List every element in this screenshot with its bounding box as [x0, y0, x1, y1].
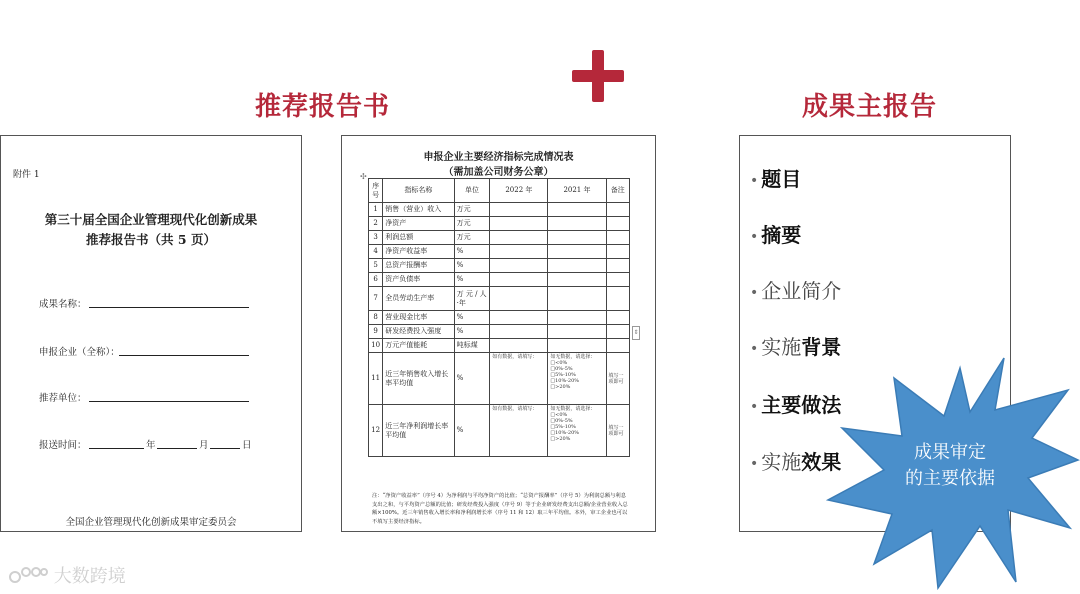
starburst-line1: 成果审定 — [914, 442, 986, 463]
indicator-name: 销售（营业）收入 — [383, 203, 454, 217]
choice-option: □<0% — [550, 360, 568, 366]
indicator-name: 全员劳动生产率 — [383, 287, 454, 311]
choice-option: □>20% — [550, 384, 571, 390]
field-line — [157, 448, 197, 449]
row-number: 7 — [369, 287, 383, 311]
table-row — [369, 203, 630, 217]
row-number: 12 — [369, 405, 383, 457]
header-cell: 单位 — [454, 179, 490, 203]
outline-item-main-practices: • 主要做法 — [750, 393, 842, 417]
row-number: 6 — [369, 273, 383, 287]
table-title: 申报企业主要经济指标完成情况表 — [423, 152, 574, 163]
indicator-unit: % — [454, 259, 490, 273]
table-header-row — [369, 179, 630, 203]
row-number: 9 — [369, 325, 383, 339]
row-number: 10 — [369, 339, 383, 353]
choice-option: □5%-10% — [550, 424, 576, 430]
table-row — [369, 231, 630, 245]
indicator-unit: 万 元 / 人·年 — [454, 287, 490, 311]
row-number: 11 — [369, 353, 383, 405]
indicator-unit: % — [454, 311, 490, 325]
doc-title-line2: 推荐报告书（共 5 页） — [86, 232, 216, 247]
indicator-unit: % — [454, 245, 490, 259]
header-cell: 备注 — [606, 179, 629, 203]
indicator-name: 研发经费投入强度 — [383, 325, 454, 339]
outline-item-company-profile: • 企业简介 — [750, 279, 842, 303]
choice-option: □>20% — [550, 436, 571, 442]
indicator-name: 利润总额 — [383, 231, 454, 245]
table-row — [369, 405, 630, 457]
field-label-company: 申报企业（全称）： — [39, 347, 120, 358]
indicator-unit: 万元 — [454, 217, 490, 231]
row-number: 1 — [369, 203, 383, 217]
field-line — [210, 448, 240, 449]
year-unit: 年 — [146, 440, 156, 451]
outline-item-abstract: • 摘要 — [750, 223, 802, 247]
issuer-footer: 全国企业管理现代化创新成果审定委员会 — [65, 517, 237, 528]
day-unit: 日 — [242, 440, 252, 451]
indicator-name: 近三年净利润增长率平均值 — [383, 405, 454, 457]
row-number: 8 — [369, 311, 383, 325]
doc-title-line1: 第三十届全国企业管理现代化创新成果 — [44, 212, 258, 227]
indicator-unit: 吨标煤 — [454, 339, 490, 353]
choice-hint: 如无数据，请选择： — [550, 406, 596, 412]
fill-hint: 如有数据，请填写： — [492, 354, 538, 360]
outline-item-background: • 实施背景 — [750, 335, 842, 359]
header-cell: 2022 年 — [490, 179, 548, 203]
table-row — [369, 287, 630, 311]
row-number: 5 — [369, 259, 383, 273]
indicator-name: 净资产 — [383, 217, 454, 231]
table-subtitle: （需加盖公司财务公章） — [443, 167, 554, 178]
heading-main-report: 成果主报告 — [802, 92, 938, 122]
recommendation-report-page — [0, 135, 302, 532]
table-row — [369, 245, 630, 259]
field-line — [89, 448, 144, 449]
header-cell: 2021 年 — [548, 179, 606, 203]
table-row — [369, 217, 630, 231]
month-unit: 月 — [199, 440, 209, 451]
indicator-name: 净资产收益率 — [383, 245, 454, 259]
indicators-table — [368, 178, 630, 457]
indicator-name: 总资产报酬率 — [383, 259, 454, 273]
choice-hint: 如无数据，请选择： — [550, 354, 596, 360]
fill-hint: 如有数据，请填写： — [492, 406, 538, 412]
indicator-unit: 万元 — [454, 231, 490, 245]
row-number: 4 — [369, 245, 383, 259]
outline-item-effects: • 实施效果 — [750, 450, 842, 474]
heading-recommendation-report: 推荐报告书 — [255, 92, 391, 122]
remark-hint: 填写一项即可 — [608, 424, 624, 437]
table-row — [369, 353, 630, 405]
outline-item-title: • 题目 — [750, 167, 802, 191]
starburst-line2: 的主要依据 — [905, 468, 995, 489]
remark-hint: 填写一项即可 — [608, 372, 624, 385]
field-line — [89, 401, 249, 402]
review-basis-starburst — [820, 350, 1080, 590]
choice-option: □10%-20% — [550, 430, 580, 436]
indicator-unit: % — [454, 405, 490, 457]
table-move-handle-icon: ✣ — [360, 172, 367, 181]
header-cell: 指标名称 — [383, 179, 454, 203]
table-row — [369, 273, 630, 287]
table-row — [369, 259, 630, 273]
choice-option: □0%-5% — [550, 366, 573, 372]
table-footnote: 注：“净资产收益率”（序号 4）为净利润与平均净资产的比值；“总资产报酬率”（序号 5）为利润总额与利息支出之和，与平均资产总额的比值；研发经费投入强度（序号 9）等于企业研发经费支出总额/企业营业收入总额×100%。近三年销售收入增长率和净利润增长率（序号 11 和 12）取三年平均值。本外，审工企业也可以不填写主要经济指标。 — [372, 493, 628, 525]
plus-icon — [572, 50, 624, 102]
indicator-name: 资产负债率 — [383, 273, 454, 287]
table-row — [369, 339, 630, 353]
choice-option: □<0% — [550, 412, 568, 418]
field-label-submit-time: 报送时间： — [39, 440, 87, 451]
indicator-name: 近三年销售收入增长率平均值 — [383, 353, 454, 405]
indicator-unit: 万元 — [454, 203, 490, 217]
table-row — [369, 325, 630, 339]
field-label-recommender: 推荐单位： — [39, 393, 87, 404]
row-number: 3 — [369, 231, 383, 245]
field-line — [119, 355, 249, 356]
indicator-unit: % — [454, 273, 490, 287]
watermark-logo — [8, 562, 126, 591]
choice-option: □5%-10% — [550, 372, 576, 378]
choice-option: □10%-20% — [550, 378, 580, 384]
page-resize-handle-icon: ⇕ — [632, 326, 640, 340]
watermark-icon — [8, 564, 48, 591]
field-label-achievement-name: 成果名称： — [39, 299, 87, 310]
watermark-text: 大数跨境 — [53, 566, 126, 587]
field-line — [89, 307, 249, 308]
indicator-unit: % — [454, 353, 490, 405]
row-number: 2 — [369, 217, 383, 231]
indicator-unit: % — [454, 325, 490, 339]
economic-indicators-page — [341, 135, 656, 532]
table-row — [369, 311, 630, 325]
indicator-name: 万元产值能耗 — [383, 339, 454, 353]
header-cell: 序号 — [369, 179, 383, 203]
choice-option: □0%-5% — [550, 418, 573, 424]
attachment-label: 附件 1 — [13, 170, 40, 180]
indicator-name: 营业现金比率 — [383, 311, 454, 325]
